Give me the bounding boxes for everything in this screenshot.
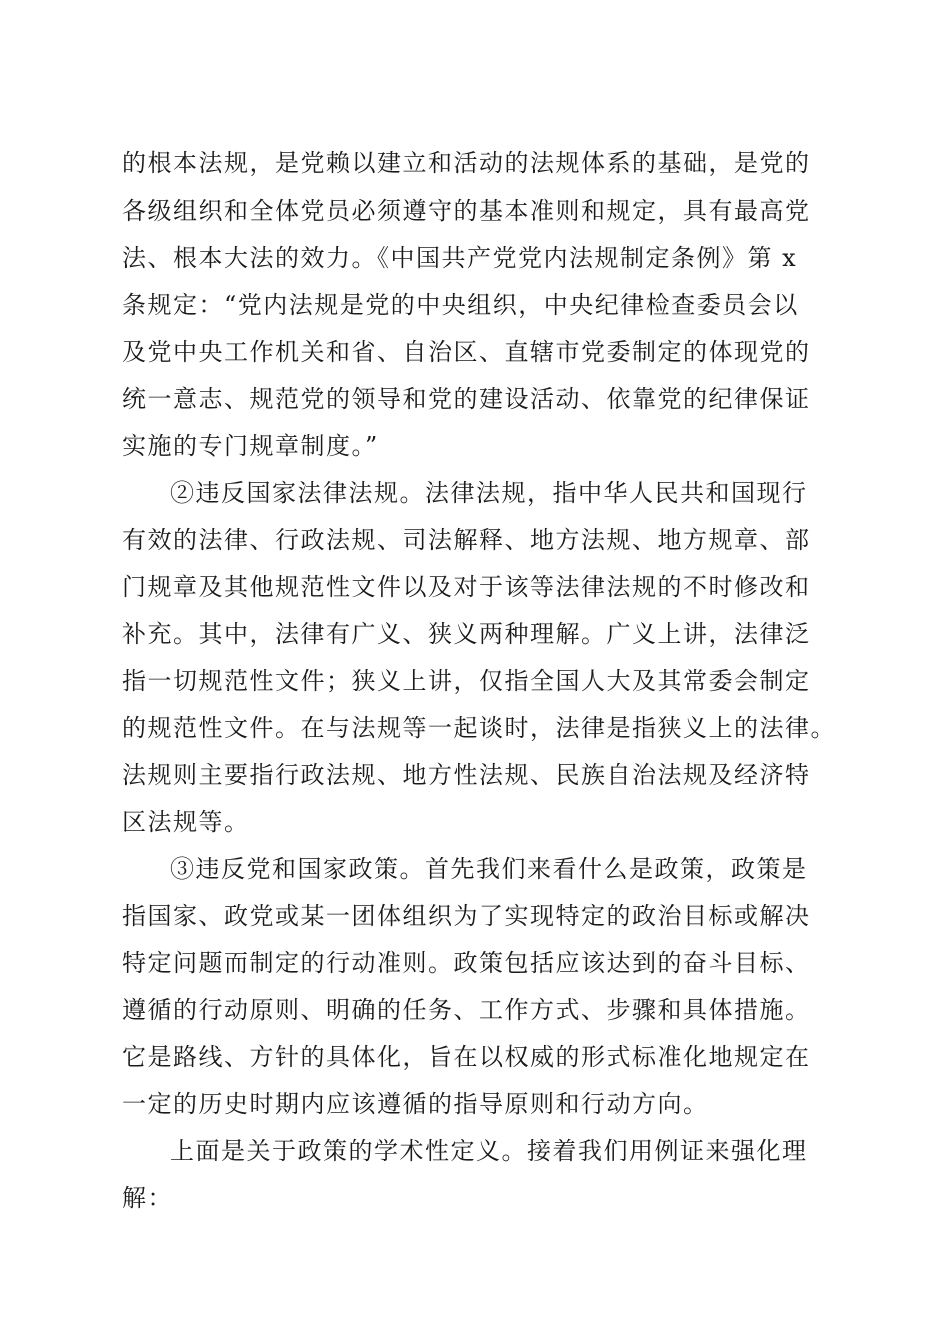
paragraph-start-line: ③违反党和国家政策。首先我们来看什么是政策，政策是 <box>170 855 808 883</box>
text-line: 及党中央工作机关和省、自治区、直辖市党委制定的体现党的 <box>122 338 811 366</box>
text-line: 的规范性文件。在与法规等一起谈时，法律是指狭义上的法律。 <box>122 714 836 742</box>
text-line: 补充。其中，法律有广义、狭义两种理解。广义上讲，法律泛 <box>122 620 811 648</box>
text-line: 特定问题而制定的行动准则。政策包括应该达到的奋斗目标、 <box>122 949 811 977</box>
text-line: 遵循的行动原则、明确的任务、工作方式、步骤和具体措施。 <box>122 996 811 1024</box>
text-line: 它是路线、方针的具体化，旨在以权威的形式标准化地规定在 <box>122 1043 811 1071</box>
text-line: 统一意志、规范党的领导和党的建设活动、依靠党的纪律保证 <box>122 385 811 413</box>
text-line: 指国家、政党或某一团体组织为了实现特定的政治目标或解决 <box>122 902 811 930</box>
text-line: 解： <box>122 1184 173 1212</box>
text-line: 法、根本大法的效力。《中国共产党党内法规制定条例》第 x <box>122 244 798 272</box>
text-line: 区法规等。 <box>122 808 250 836</box>
paragraph-start-line: 上面是关于政策的学术性定义。接着我们用例证来强化理 <box>170 1137 808 1165</box>
text-line: 的根本法规，是党赖以建立和活动的法规体系的基础，是党的 <box>122 149 811 177</box>
text-line: 法规则主要指行政法规、地方性法规、民族自治法规及经济特 <box>122 761 811 789</box>
text-line: 实施的专门规章制度。” <box>122 432 379 460</box>
text-line: 各级组织和全体党员必须遵守的基本准则和规定，具有最高党 <box>122 197 811 225</box>
text-line: 指一切规范性文件；狭义上讲，仅指全国人大及其常委会制定 <box>122 667 811 695</box>
text-line: 有效的法律、行政法规、司法解释、地方法规、地方规章、部 <box>122 526 811 554</box>
text-line: 门规章及其他规范性文件以及对于该等法律法规的不时修改和 <box>122 573 811 601</box>
text-line: 一定的历史时期内应该遵循的指导原则和行动方向。 <box>122 1090 709 1118</box>
text-line: 条规定：“党内法规是党的中央组织，中央纪律检查委员会以 <box>122 291 799 319</box>
paragraph-start-line: ②违反国家法律法规。法律法规，指中华人民共和国现行 <box>170 479 808 507</box>
